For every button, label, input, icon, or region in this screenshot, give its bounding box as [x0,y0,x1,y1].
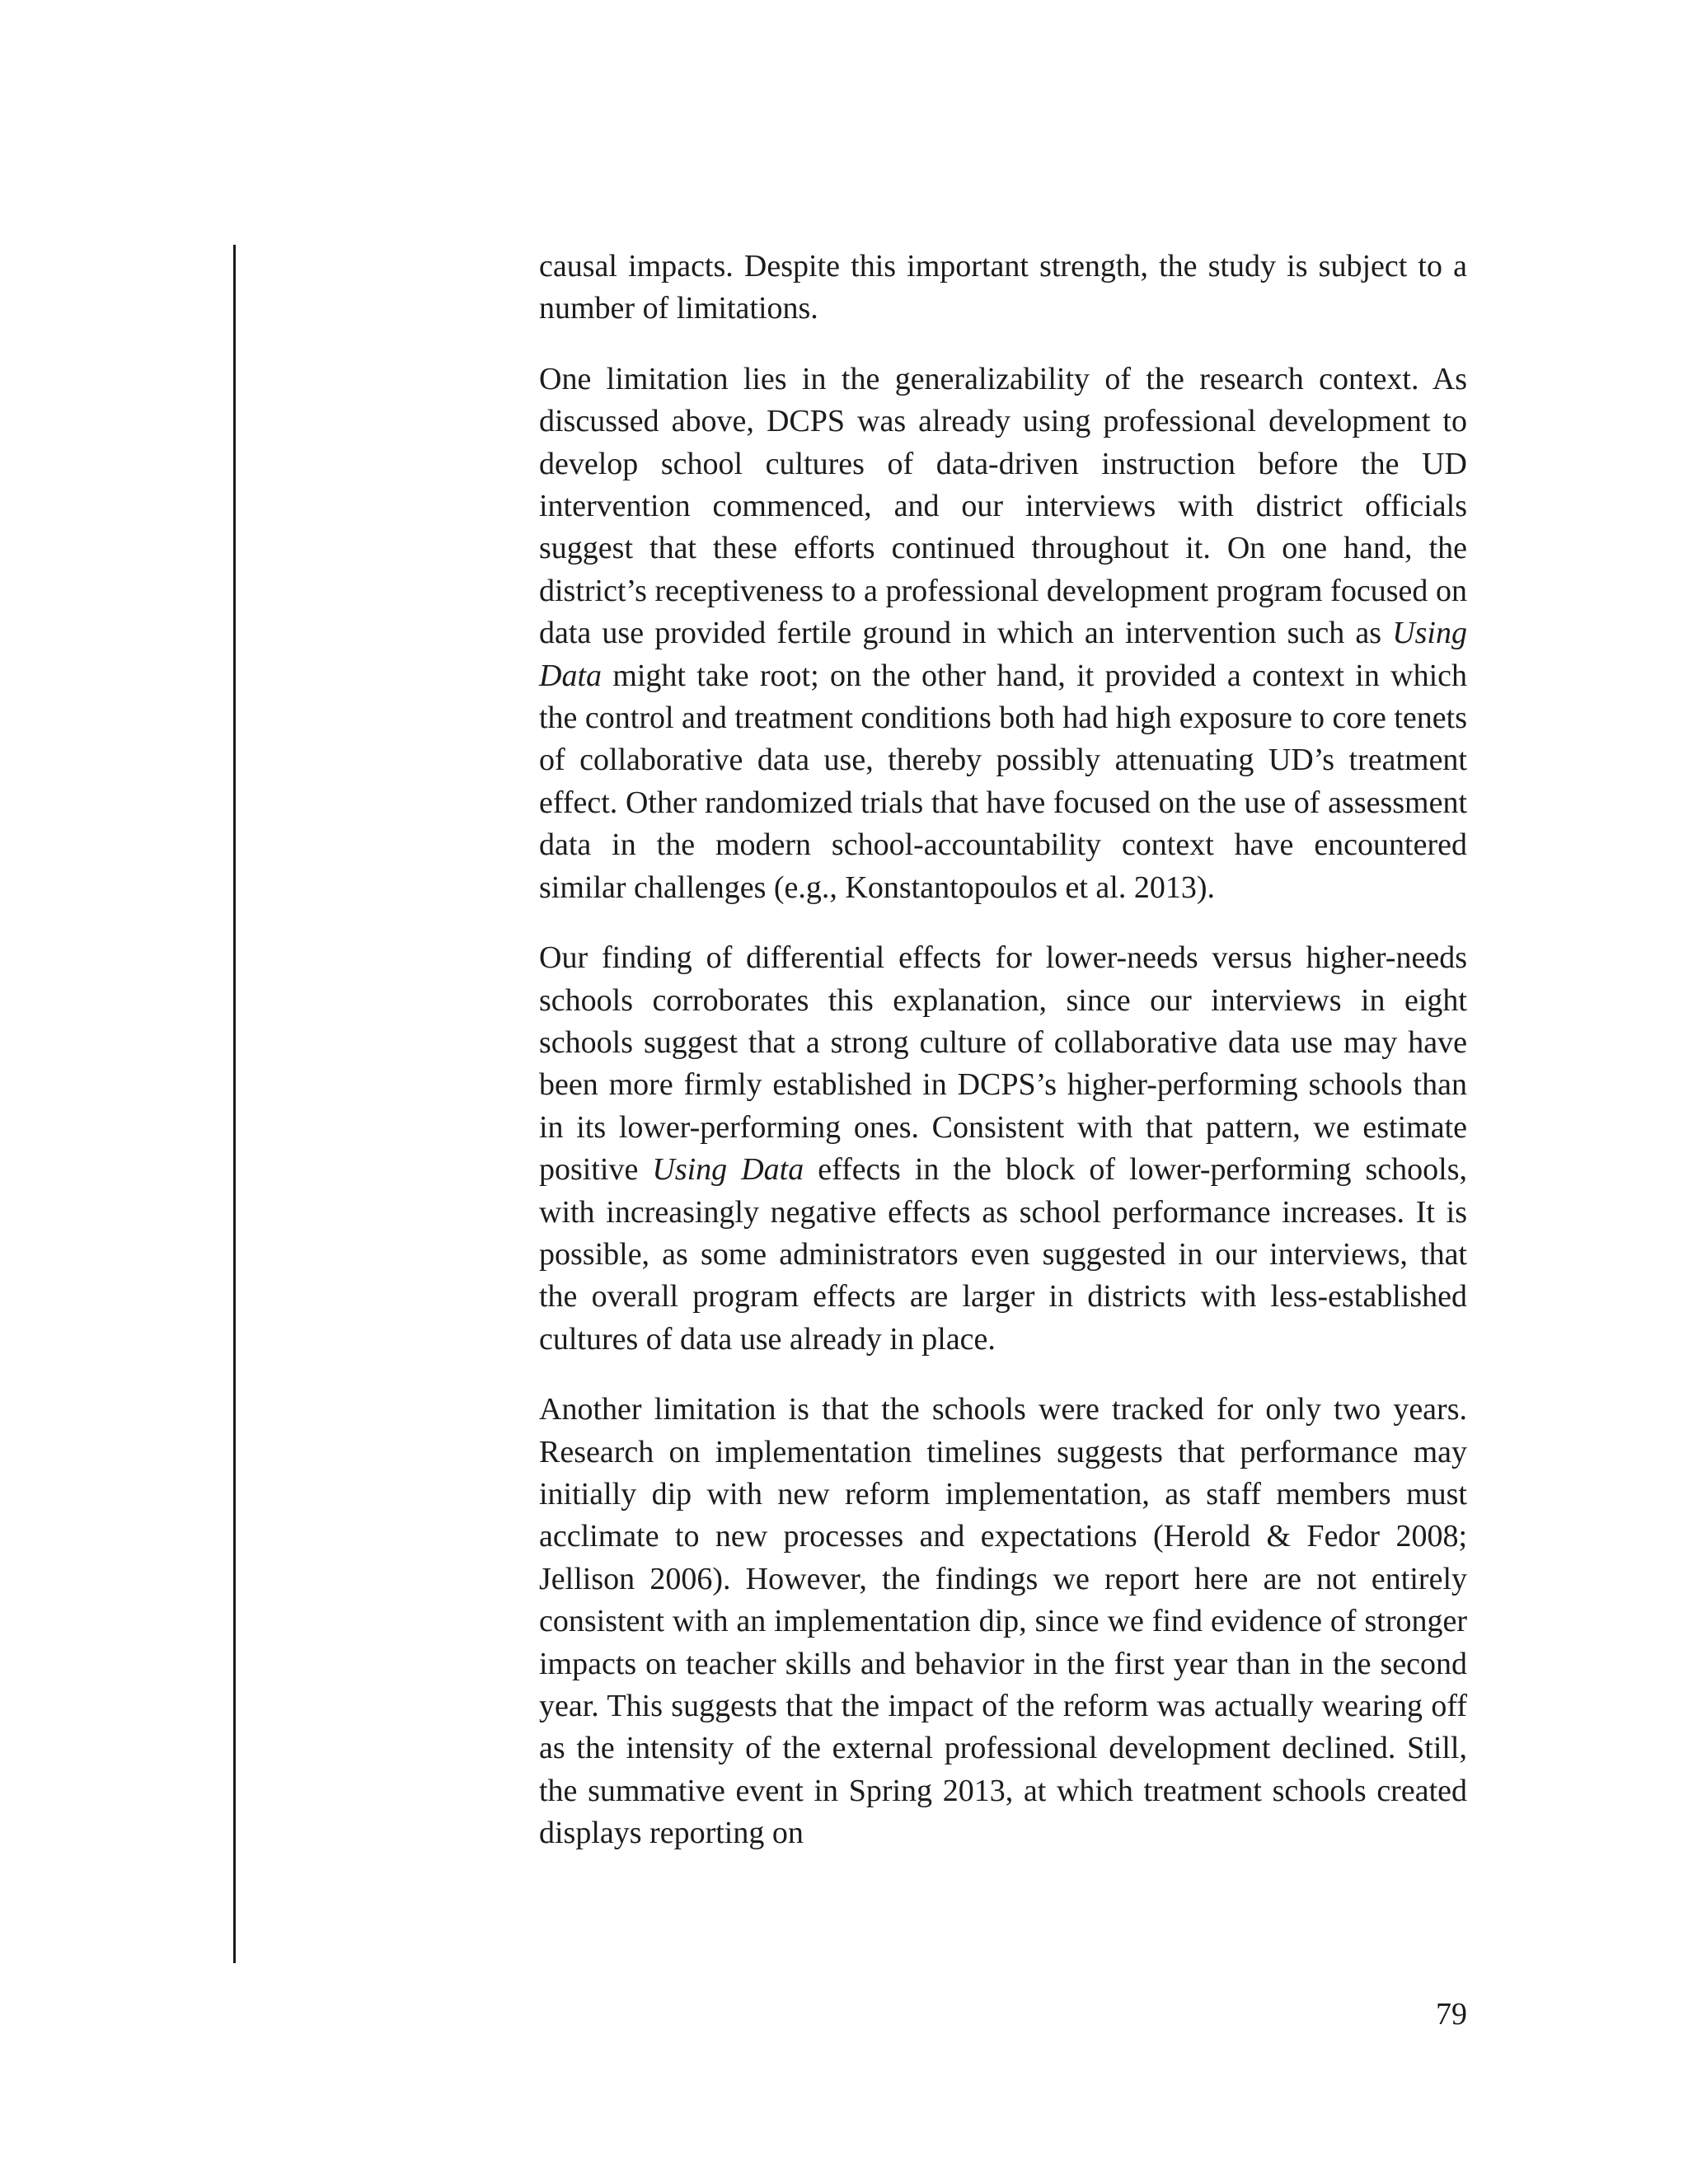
paragraph-text: Another limitation is that the schools were tracked for only two years. Research on implementation timelines suggests that performance may initially dip with new reform implementation, as staff members must acclimate to new processes and expectations (Herold & Fedor 2008; Jellison 2006). However, the findings we report here are not entirely consistent with an implementation dip, since we find evidence of stronger impacts on teacher skills and behavior in the first year than in the second year. This suggests that the impact of the reform was actually wearing off as the intensity of the external professional development declined. Still, the summative event in Spring 2013, at which treatment schools created displays reporting on [539,1392,1467,1851]
body-text [539,246,1467,1883]
paragraph-text: effects in the block of lower-performing schools, with increasingly negative effects as school performance increases. It is possible, as some administrators even suggested in our interviews, that the overall program effects are larger in districts with less-established cultures of data use already in place. [539,1152,1468,1357]
italic-title: Using Data [652,1152,804,1188]
paragraph-text: might take root; on the other hand, it provided a context in which the control and treatment conditions both had high exposure to core tenets of collaborative data use, thereby possibly attenuating UD’s treatment effect. Other randomized trials that have focused on the use of assessment data in the modern school-accountability context have encountered similar challenges (e.g., Konstantopoulos et al. 2013). [539,658,1467,905]
paragraph-1 [539,246,1467,330]
paragraph-3 [539,937,1467,1361]
margin-rule [233,245,236,1963]
page-number: 79 [1436,1997,1467,2032]
paragraph-text: One limitation lies in the generalizability of the research context. As discussed above, DCPS was already using professional development to develop school cultures of data-driven instruction before the UD intervention commenced, and our interviews with district officials suggest that these efforts continued throughout it. On one hand, the district’s receptiveness to a professional development program focused on data use provided fertile ground in which an intervention such as [539,361,1467,651]
paragraph-2 [539,359,1467,909]
paragraph-4 [539,1389,1467,1854]
paragraph-text: Our finding of differential effects for lower-needs versus higher-needs schools corroborates this explanation, since our interviews in eight schools suggest that a strong culture of collaborative data use may have been more firmly established in DCPS’s higher-performing schools than in its lower-performing ones. Consistent with that pattern, we estimate positive [539,940,1467,1188]
italic-title: Using Data [539,616,1467,693]
paragraph-text: causal impacts. Despite this important strength, the study is subject to a number of limitations. [539,249,1467,326]
